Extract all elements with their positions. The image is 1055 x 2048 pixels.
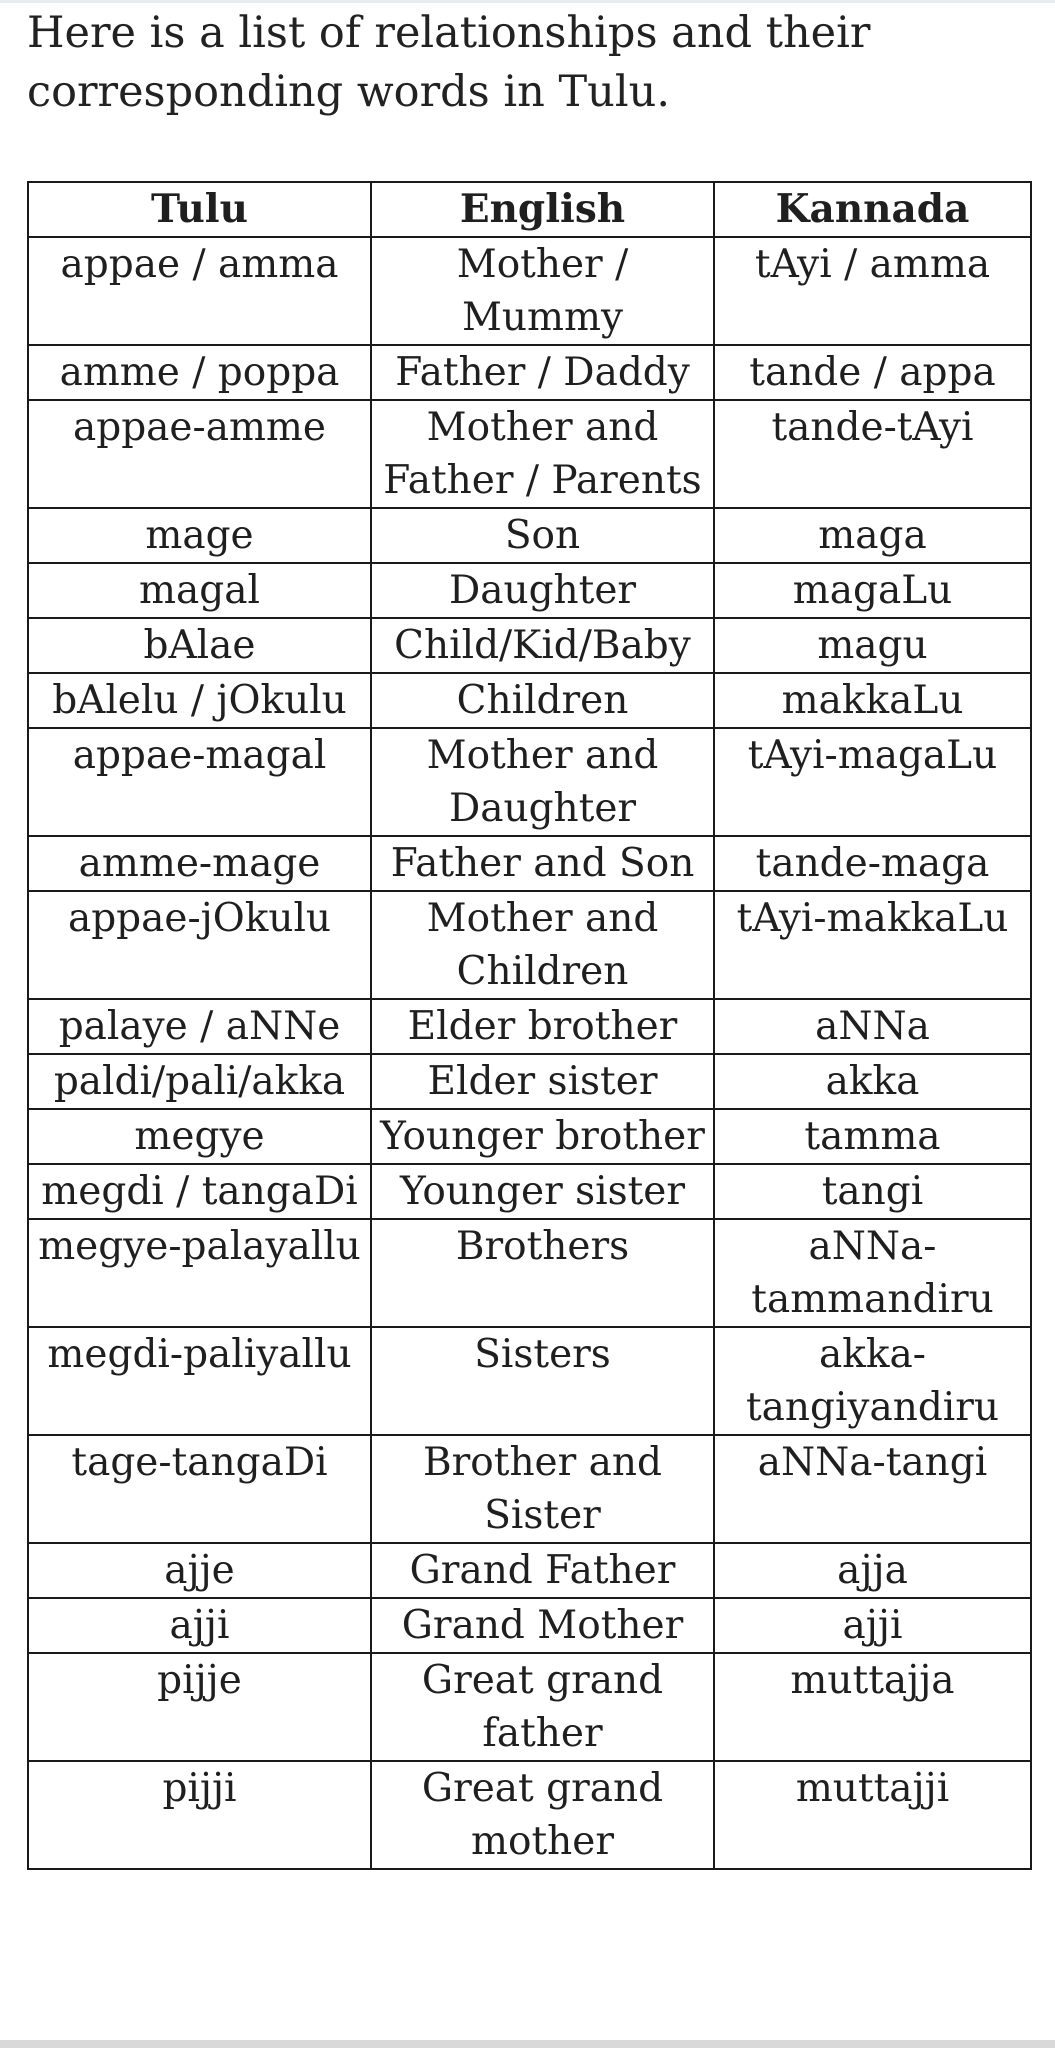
cell-tulu: bAlelu / jOkulu — [28, 673, 371, 728]
cell-kannada: tAyi-makkaLu — [714, 891, 1031, 999]
cell-tulu: amme-mage — [28, 836, 371, 891]
cell-english: Child/Kid/Baby — [371, 618, 714, 673]
cell-kannada: tande-maga — [714, 836, 1031, 891]
table-row — [28, 618, 1031, 673]
table-row — [28, 1054, 1031, 1109]
cell-kannada: makkaLu — [714, 673, 1031, 728]
table-row — [28, 508, 1031, 563]
cell-english: Father and Son — [371, 836, 714, 891]
cell-english: Brothers — [371, 1219, 714, 1327]
table-row — [28, 673, 1031, 728]
cell-english: Mother and Children — [371, 891, 714, 999]
cell-kannada: tamma — [714, 1109, 1031, 1164]
cell-tulu: appae-amme — [28, 400, 371, 508]
cell-tulu: palaye / aNNe — [28, 999, 371, 1054]
cell-kannada: tAyi / amma — [714, 237, 1031, 345]
cell-kannada: akka-tangiyandiru — [714, 1327, 1031, 1435]
cell-kannada: muttajji — [714, 1761, 1031, 1869]
cell-tulu: amme / poppa — [28, 345, 371, 400]
cell-english: Sisters — [371, 1327, 714, 1435]
cell-kannada: aNNa-tangi — [714, 1435, 1031, 1543]
cell-tulu: pijji — [28, 1761, 371, 1869]
cell-kannada: aNNa-tammandiru — [714, 1219, 1031, 1327]
table-row — [28, 1435, 1031, 1543]
cell-english: Grand Father — [371, 1543, 714, 1598]
cell-kannada: magu — [714, 618, 1031, 673]
table-header-row — [28, 182, 1031, 237]
cell-tulu: bAlae — [28, 618, 371, 673]
relationships-table — [27, 181, 1032, 1870]
cell-tulu: magal — [28, 563, 371, 618]
cell-kannada: tande / appa — [714, 345, 1031, 400]
cell-tulu: megye-palayallu — [28, 1219, 371, 1327]
table-row — [28, 237, 1031, 345]
cell-tulu: appae / amma — [28, 237, 371, 345]
cell-english: Great grand father — [371, 1653, 714, 1761]
cell-tulu: appae-jOkulu — [28, 891, 371, 999]
cell-tulu: megye — [28, 1109, 371, 1164]
table-row — [28, 400, 1031, 508]
header-tulu: Tulu — [28, 182, 371, 237]
cell-english: Mother and Father / Parents — [371, 400, 714, 508]
cell-tulu: ajji — [28, 1598, 371, 1653]
cell-tulu: pijje — [28, 1653, 371, 1761]
cell-tulu: megdi / tangaDi — [28, 1164, 371, 1219]
cell-kannada: magaLu — [714, 563, 1031, 618]
cell-tulu: tage-tangaDi — [28, 1435, 371, 1543]
cell-english: Mother / Mummy — [371, 237, 714, 345]
cell-english: Daughter — [371, 563, 714, 618]
table-row — [28, 836, 1031, 891]
cell-english: Elder sister — [371, 1054, 714, 1109]
top-divider — [0, 0, 1055, 3]
cell-english: Great grand mother — [371, 1761, 714, 1869]
header-english: English — [371, 182, 714, 237]
table-row — [28, 1653, 1031, 1761]
cell-tulu: ajje — [28, 1543, 371, 1598]
cell-tulu: paldi/pali/akka — [28, 1054, 371, 1109]
table-row — [28, 1327, 1031, 1435]
cell-tulu: megdi-paliyallu — [28, 1327, 371, 1435]
table-row — [28, 1598, 1031, 1653]
cell-english: Brother and Sister — [371, 1435, 714, 1543]
cell-kannada: tangi — [714, 1164, 1031, 1219]
cell-english: Children — [371, 673, 714, 728]
cell-english: Younger brother — [371, 1109, 714, 1164]
cell-kannada: ajja — [714, 1543, 1031, 1598]
cell-kannada: tande-tAyi — [714, 400, 1031, 508]
table-row — [28, 891, 1031, 999]
table-row — [28, 999, 1031, 1054]
cell-kannada: muttajja — [714, 1653, 1031, 1761]
cell-english: Son — [371, 508, 714, 563]
cell-tulu: mage — [28, 508, 371, 563]
bottom-edge — [0, 2040, 1055, 2048]
cell-english: Mother and Daughter — [371, 728, 714, 836]
cell-kannada: tAyi-magaLu — [714, 728, 1031, 836]
cell-english: Elder brother — [371, 999, 714, 1054]
cell-english: Grand Mother — [371, 1598, 714, 1653]
cell-kannada: maga — [714, 508, 1031, 563]
cell-english: Father / Daddy — [371, 345, 714, 400]
intro-text: Here is a list of relationships and their corresponding words in Tulu. — [27, 8, 871, 117]
cell-kannada: akka — [714, 1054, 1031, 1109]
cell-english: Younger sister — [371, 1164, 714, 1219]
cell-kannada: ajji — [714, 1598, 1031, 1653]
header-kannada: Kannada — [714, 182, 1031, 237]
table-row — [28, 728, 1031, 836]
table-row — [28, 563, 1031, 618]
table-row — [28, 1761, 1031, 1869]
cell-tulu: appae-magal — [28, 728, 371, 836]
table-row — [28, 1109, 1031, 1164]
table-row — [28, 1543, 1031, 1598]
cell-kannada: aNNa — [714, 999, 1031, 1054]
table-row — [28, 1164, 1031, 1219]
table-row — [28, 345, 1031, 400]
table-row — [28, 1219, 1031, 1327]
